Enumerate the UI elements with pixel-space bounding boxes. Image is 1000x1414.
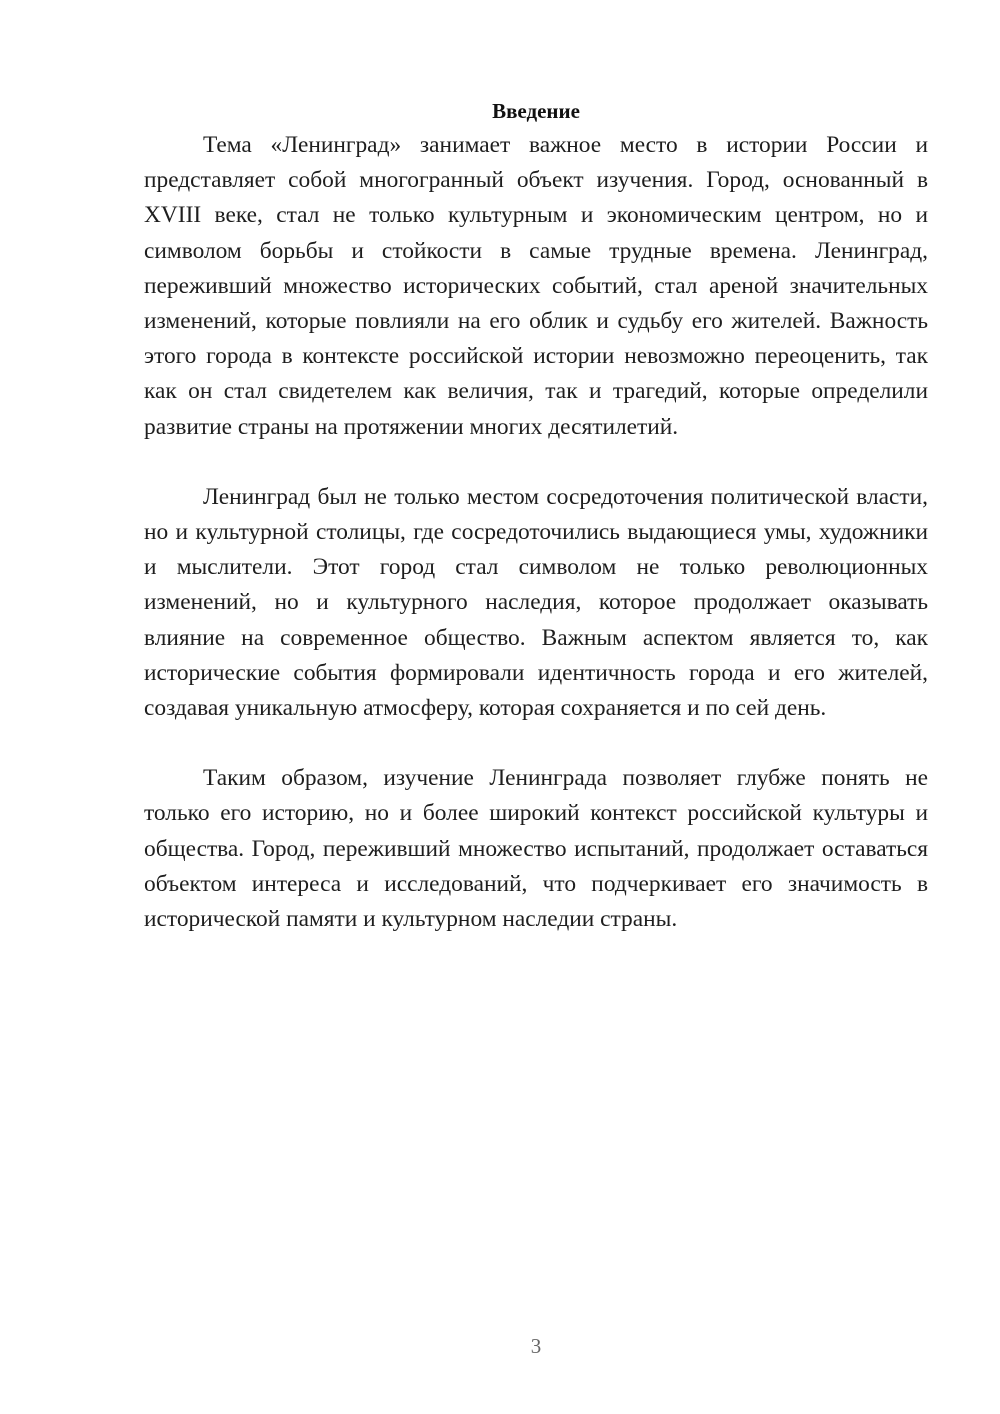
section-heading: Введение — [492, 99, 580, 123]
page-content — [144, 96, 928, 937]
paragraph-2: Ленинград был не только местом сосредоточения политической власти, но и культурной столицы, где сосредоточились выдающиеся умы, художники и мыслители. Этот город стал символом не только революционных изменений, но и культурного наследия, которое продолжает оказывать влияние на современное общество. Важным аспектом является то, как исторические события формировали идентичность города и его жителей, создавая уникальную атмосферу, которая сохраняется и по сей день. — [144, 483, 928, 722]
paragraph-1: Тема «Ленинград» занимает важное место в истории России и представляет собой многогранный объект изучения. Город, основанный в XVIII веке, стал не только культурным и экономическим центром, но и символом борьбы и стойкости в самые трудные времена. Ленинград, переживший множество исторических событий, стал ареной значительных изменений, которые повлияли на его облик и судьбу его жителей. Важность этого города в контексте российской истории невозможно переоценить, так как он стал свидетелем как величия, так и трагедий, которые определили развитие страны на протяжении многих десятилетий. — [144, 132, 928, 440]
page-number: 3 — [530, 1334, 542, 1358]
paragraph-3: Таким образом, изучение Ленинграда позволяет глубже понять не только его историю, но и более широкий контекст российской культуры и общества. Город, переживший множество испытаний, продолжает оставаться объектом интереса и исследований, что подчеркивает его значимость в исторической памяти и культурном наследии страны. — [144, 765, 928, 933]
